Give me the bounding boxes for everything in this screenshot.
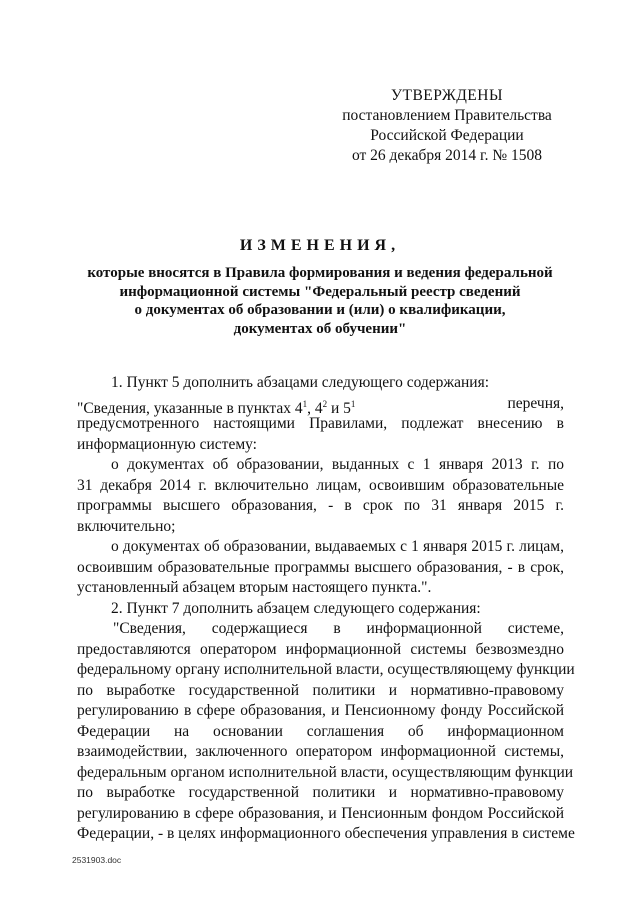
body-line: регулированию в сфере образования, и Пенсионному фонду Российской [77,702,564,719]
body-text-fragment: и 5 [327,399,351,417]
subtitle-line: которые вносятся в Правила формирования и ведения федеральной [87,265,553,281]
superscript: 1 [350,398,356,409]
body-text [77,394,355,415]
approval-line: Российской Федерации [370,127,524,144]
subtitle-line: о документах об образовании и (или) о квалификации, [134,302,506,318]
body-line: освоившим образовательные программы высшего образования, - в срок, [77,558,564,576]
body-line: 2. Пункт 7 дополнить абзацем следующего содержания: [111,599,481,617]
approval-block [332,86,562,166]
subtitle-line: документах об обучении" [233,320,407,337]
body-line [77,394,564,415]
body-line: информационную систему: [77,435,257,453]
superscript: 1 [302,398,308,409]
body-line: о документах об образовании, выдаваемых с 1 января 2015 г. лицам, [111,538,564,555]
approval-line: постановлением Правительства [342,107,552,124]
body-line: взаимодействии, заключенного оператором информационной системы, [77,743,564,760]
body-line: Федерации, - в целях информационного обеспечения управления в системе [77,825,575,842]
body-line: включительно; [77,517,176,535]
body-line: предоставляются оператором информационной системы безвозмездно [77,640,564,658]
subtitle-line: информационной системы "Федеральный реестр сведений [119,283,521,300]
body-line: по выработке государственной политики и нормативно-правовому [77,784,564,801]
body-line: по выработке государственной политики и нормативно-правовому [77,681,564,699]
body-line: 1. Пункт 5 дополнить абзацами следующего содержания: [111,374,490,391]
body-text-fragment: , 4 [307,399,323,417]
file-name-footer: 2531903.doc [72,855,122,865]
body-line: о документах об образовании, выданных с 1 января 2013 г. по [111,456,564,473]
document-title: ИЗМЕНЕНИЯ, [239,237,401,254]
approval-heading: УТВЕРЖДЕНЫ [391,87,503,104]
body-text-fragment: перечня, [507,394,564,412]
body-line: федеральному органу исполнительной власти, осуществляющему функции [77,661,575,678]
body-line: установленный абзацем вторым настоящего пункта.". [77,579,432,596]
superscript: 2 [322,398,328,409]
body-line: программы высшего образования, - в срок по 31 января 2015 г. [77,497,564,514]
body-line: "Сведения, содержащиеся в информационной системе, [113,620,564,637]
body-text-fragment: "Сведения, указанные в пунктах 4 [77,399,303,417]
body-line: регулированию в сфере образования, и Пенсионным фондом Российской [77,804,564,822]
body-line: Федерации на основании соглашения об информационном [77,722,564,740]
body-line: 31 декабря 2014 г. включительно лицам, освоившим образовательные [77,476,564,494]
approval-date-number: от 26 декабря 2014 г. № 1508 [351,147,543,164]
body-line: предусмотренного настоящими Правилами, подлежат внесению в [77,415,564,432]
document-body [77,373,575,845]
body-line: федеральным органом исполнительной власти, осуществляющим функции [77,763,574,781]
document-subtitle [60,264,580,338]
